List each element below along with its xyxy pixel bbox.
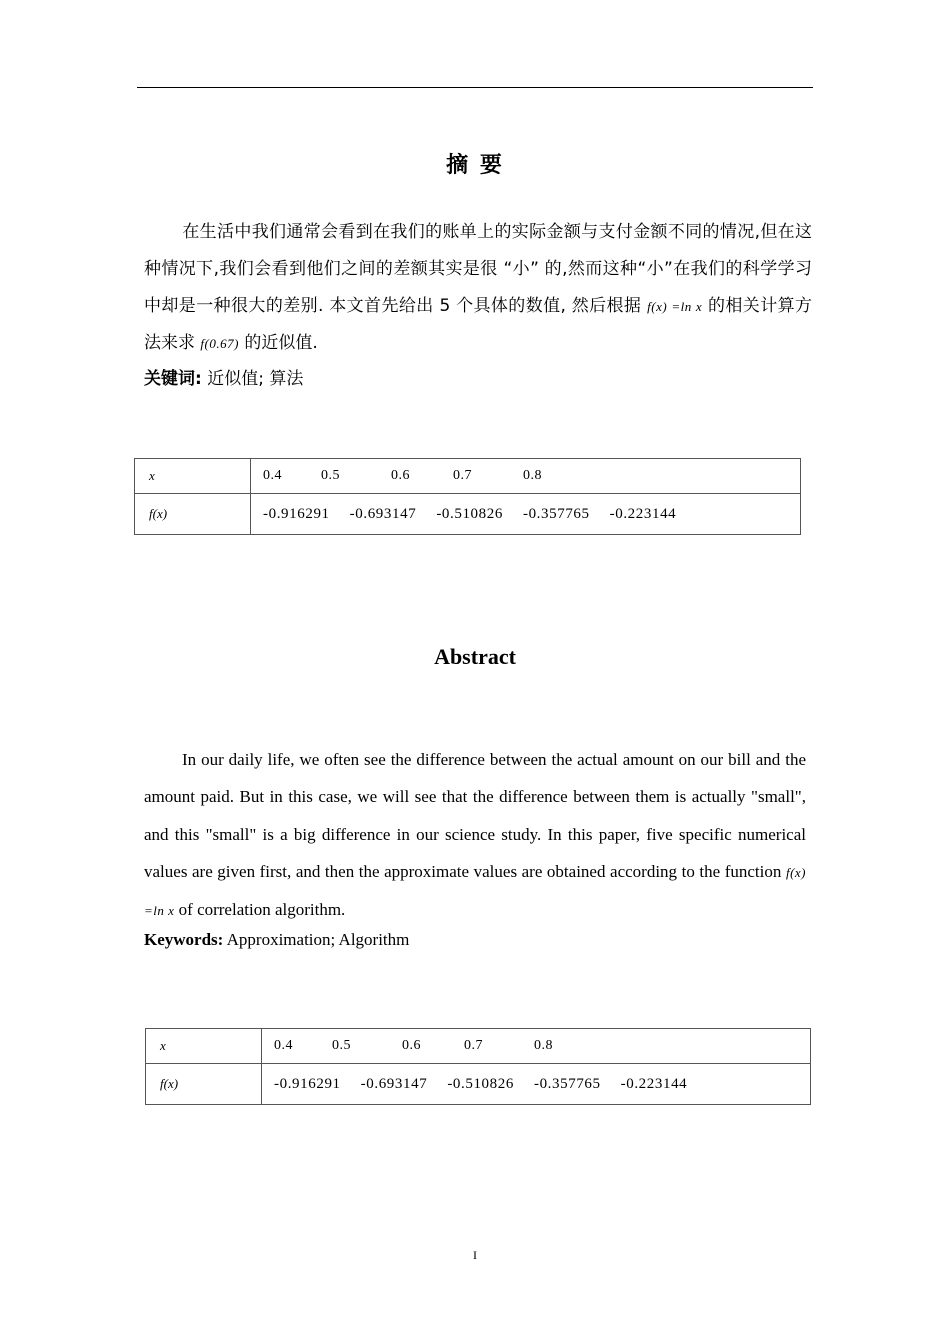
x-value: 0.6 [391,468,410,483]
x-label-cell: x [146,1029,262,1064]
fx-value: -0.357765 [533,1075,601,1092]
x-label-cell: x [135,459,251,494]
table-row [135,494,801,535]
table-row [146,1064,811,1105]
fx-value: -0.223144 [620,1075,688,1092]
fx-value: -0.916291 [263,505,330,522]
table-row [135,459,801,494]
table-row [146,1029,811,1064]
formula-ln-en: f(x) =ln x [144,864,806,919]
page-number: I [473,1248,477,1262]
keywords-en [144,930,409,950]
abstract-en-text-1: In our daily life, we often see the difference between the actual amount on our bill and the amount paid. But in this case, we will see that the difference between them is actually "small", and this "small" is a big difference in our science study. In this paper, five specific numerical values are given first, and then the approximate values are obtained according to the function [144,750,806,881]
x-value: 0.4 [274,1038,293,1053]
abstract-body-en [144,741,806,929]
abstract-body-cn [144,214,812,362]
fx-value: -0.510826 [436,505,503,522]
keywords-label-cn: 关键词: [144,369,202,389]
abstract-cn-text-1: 在生活中我们通常会看到在我们的账单上的实际金额与支付金额不同的情况,但在这种情况下,我们会看到他们之间的差额其实是很 “小” 的,然而这种“小”在我们的科学学习中却是一种很大的差别. 本文首先给出 5 个具体的数值, 然后根据 [144,222,812,316]
values-table-cn [134,458,801,535]
header-rule [137,87,813,88]
keywords-value-en: Approximation; Algorithm [223,930,410,949]
x-value: 0.5 [332,1038,351,1053]
keywords-value-cn: 近似值; 算法 [201,369,304,389]
fx-label-cell: f(x) [146,1064,262,1105]
x-values [251,468,800,484]
abstract-en-text-2: of correlation algorithm. [174,900,346,920]
formula-f067: f(0.67) [200,336,239,351]
x-value: 0.5 [321,468,340,483]
abstract-cn-text-2: 的相关计算方法来求 [144,296,812,353]
abstract-cn-text-3: 的近似值. [238,333,318,353]
values-table-en [145,1028,811,1105]
x-value: 0.8 [523,468,542,483]
keywords-cn [144,364,303,389]
fx-value: -0.510826 [447,1075,514,1092]
x-value: 0.7 [464,1038,483,1053]
abstract-title-en: Abstract [434,644,516,669]
fx-label-cell: f(x) [135,494,251,535]
fx-value: -0.223144 [609,505,677,522]
fx-value: -0.693147 [360,1075,428,1092]
keywords-label-en: Keywords: [144,930,224,949]
fx-values [262,1076,810,1093]
x-value: 0.4 [263,468,282,483]
x-value: 0.7 [453,468,472,483]
fx-value: -0.916291 [274,1075,341,1092]
formula-ln: f(x) =ln x [647,299,703,314]
abstract-title-cn: 摘 要 [446,153,504,178]
fx-value: -0.357765 [522,505,590,522]
fx-value: -0.693147 [349,505,417,522]
fx-values [251,506,800,523]
x-value: 0.6 [402,1038,421,1053]
x-value: 0.8 [534,1038,553,1053]
x-values [262,1038,810,1054]
